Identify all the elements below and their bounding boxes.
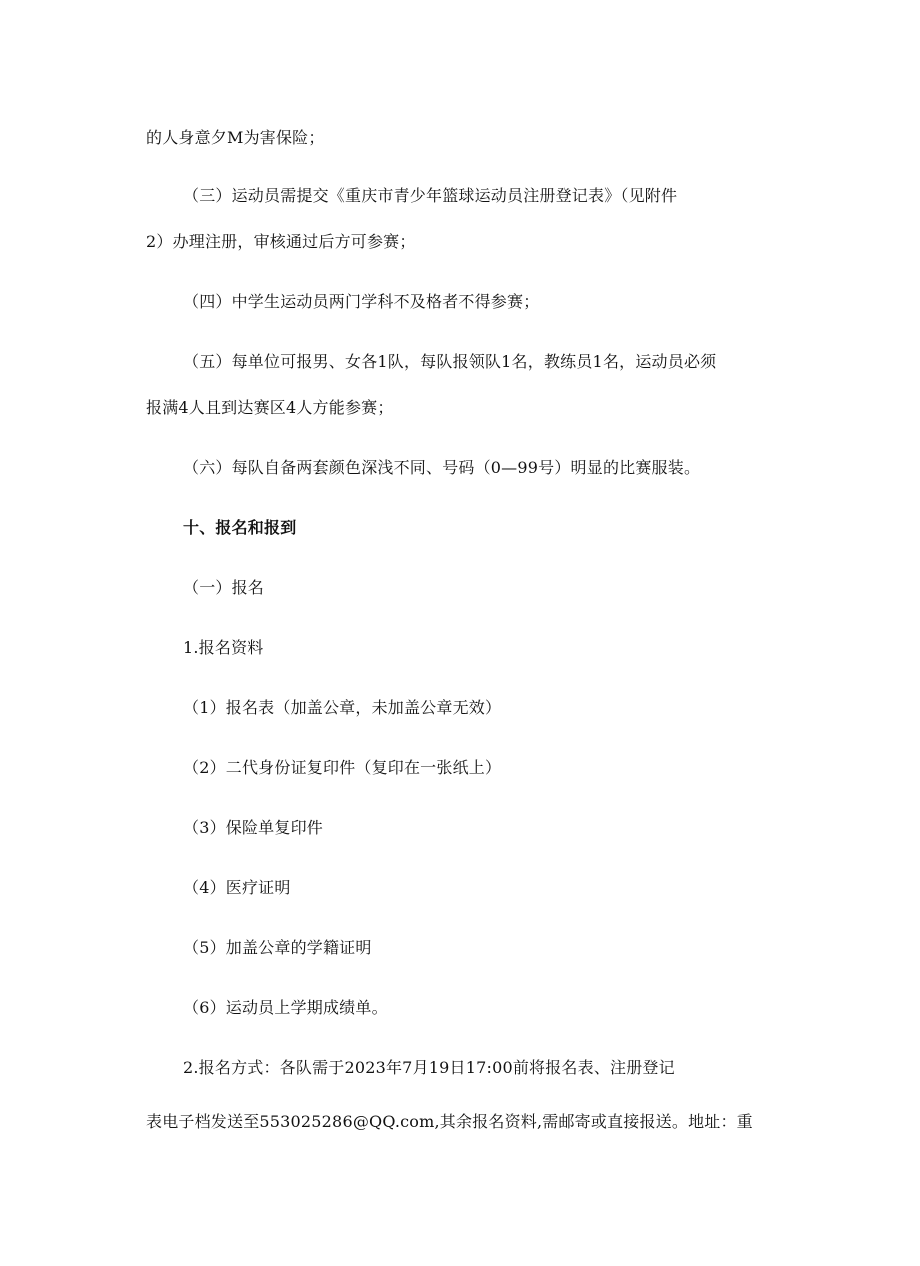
paragraph-item-6: （六）每队自备两套颜色深浅不同、号码（0—99号）明显的比赛服装。 <box>183 458 701 477</box>
paragraph-insurance-tail: 的人身意夕M为害保险； <box>146 128 325 147</box>
subsection-heading-signup: （一）报名 <box>183 578 265 597</box>
paragraph-method-line-1: 2.报名方式：各队需于2023年7月19日17:00前将报名表、注册登记 <box>183 1058 675 1077</box>
section-heading-registration: 十、报名和报到 <box>183 518 297 537</box>
paragraph-item-5-line-1: （五）每单位可报男、女各1队，每队报领队1名，教练员1名，运动员必须 <box>183 352 717 371</box>
paragraph-item-5-line-2: 报满4人且到达赛区4人方能参赛； <box>146 398 394 417</box>
paragraph-item-3-line-2: 2）办理注册，审核通过后方可参赛； <box>146 232 416 251</box>
list-item-2: （2）二代身份证复印件（复印在一张纸上） <box>183 758 502 777</box>
list-heading-materials: 1.报名资料 <box>183 638 264 657</box>
list-item-5: （5）加盖公章的学籍证明 <box>183 938 372 957</box>
list-item-1: （1）报名表（加盖公章，未加盖公章无效） <box>183 698 502 717</box>
paragraph-item-4: （四）中学生运动员两门学科不及格者不得参赛； <box>183 292 540 311</box>
paragraph-item-3-line-1: （三）运动员需提交《重庆市青少年篮球运动员注册登记表》（见附件 <box>183 186 678 205</box>
list-item-6: （6）运动员上学期成绩单。 <box>183 998 388 1017</box>
list-item-3: （3）保险单复印件 <box>183 818 323 837</box>
paragraph-method-line-2: 表电子档发送至553025286@QQ.com,其余报名资料,需邮寄或直接报送。地址：重 <box>146 1112 753 1131</box>
list-item-4: （4）医疗证明 <box>183 878 291 897</box>
